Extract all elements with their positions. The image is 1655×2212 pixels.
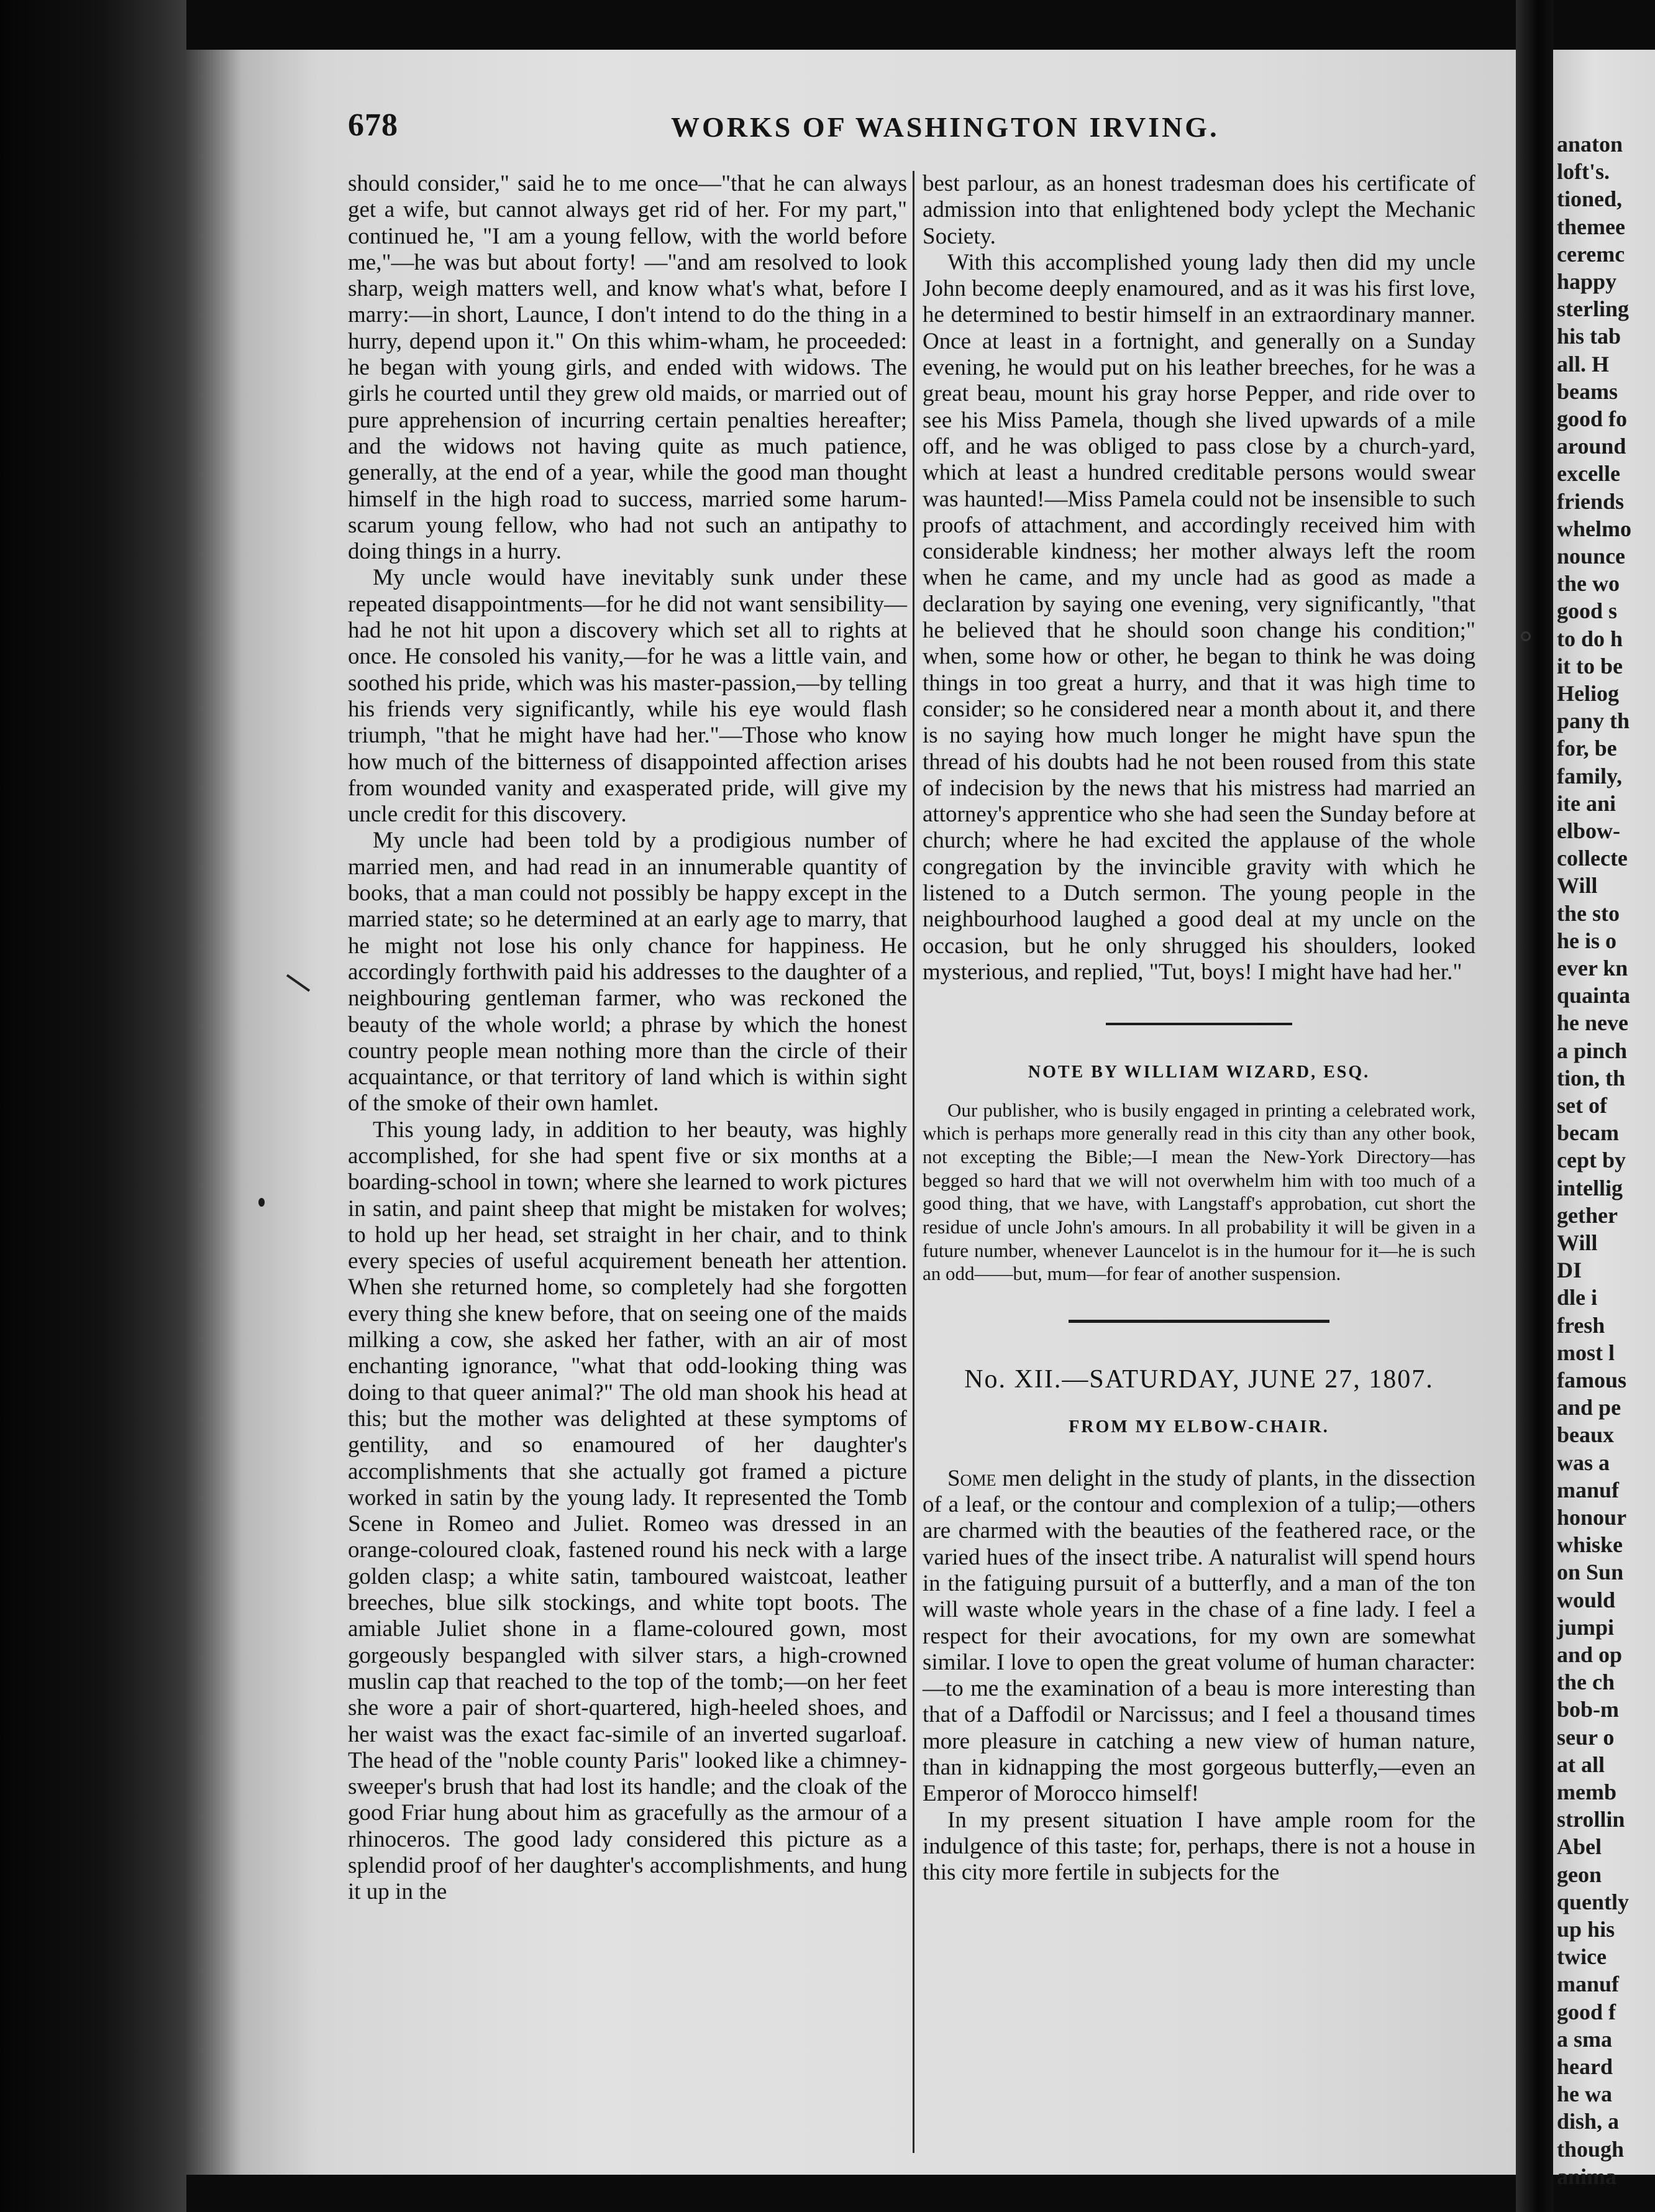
adjacent-page-fragment: nounce — [1557, 544, 1626, 569]
adjacent-page-fragment: manuf — [1557, 1972, 1620, 1997]
adjacent-page-fragment: sterling — [1557, 296, 1629, 322]
adjacent-page-fragment: quently — [1557, 1889, 1630, 1914]
left-column — [348, 171, 907, 1906]
adjacent-page-fragment: manuf — [1557, 1477, 1620, 1502]
adjacent-page-fragment: pany th — [1557, 708, 1630, 734]
adjacent-page-fragment: themee — [1557, 214, 1625, 239]
adjacent-page-fragment: Will — [1557, 873, 1598, 898]
adjacent-page-fragment: the ch — [1557, 1670, 1615, 1695]
adjacent-page-fragment: the wo — [1557, 571, 1620, 596]
adjacent-page-fragment: gether — [1557, 1202, 1618, 1228]
adjacent-page-fragment: jumpi — [1557, 1614, 1615, 1640]
adjacent-page-fragment: would — [1557, 1587, 1616, 1612]
adjacent-page-fragment: beaux — [1557, 1422, 1615, 1448]
adjacent-page-fragment: a sma — [1557, 2026, 1612, 2052]
adjacent-page-fragment: ceremc — [1557, 241, 1625, 267]
adjacent-page-fragment: quainta — [1557, 983, 1631, 1008]
section-divider-long — [1069, 1320, 1329, 1323]
adjacent-page-fragment: at all — [1557, 1752, 1605, 1777]
adjacent-page-fragment: famous — [1557, 1368, 1627, 1392]
adjacent-page-fragment: was a — [1557, 1450, 1610, 1475]
adjacent-page-fragment: twice — [1557, 1944, 1607, 1970]
adjacent-page-fragment: good fo — [1557, 406, 1628, 431]
adjacent-page-fragment: a pinch — [1557, 1038, 1628, 1063]
adjacent-page-fragment: on Sun — [1557, 1560, 1624, 1585]
adjacent-page-fragment: tion, th — [1557, 1065, 1626, 1090]
note-text: Our publisher, who is busily engaged in printing a celebrated work, which is perhaps more generally read in this city than any other book, not excepting the Bible;—I mean the New-York Directory—has begged so hard that we will not overwhelm him with too much of a good thing, that we have, with Langstaff's approbation, cut short the residue of uncle John's amours. In all probability it will be given in a future number, whenever Launcelot is in the humour for it—he is such an odd——but, mum—for fear of another suspension. — [923, 1099, 1475, 1285]
scan-binding-shadow — [0, 0, 186, 2212]
adjacent-page-fragment: Will — [1557, 1230, 1598, 1255]
adjacent-page-fragment: beams — [1557, 378, 1618, 404]
adjacent-page-fragment: Heliog — [1557, 681, 1619, 706]
adjacent-page-fragment: collecte — [1557, 846, 1628, 871]
left-paragraph-2: My uncle would have inevitably sunk under these repeated disappointments—for he did not want sensibility—had he not hit upon a discovery which set all to rights at once. He consoled his vanity,—for he was a little vain, and soothed his pride, which was his master-passion,—by telling his friends very significantly, while his eye would flash triumph, "that he might have had her."—Those who know how much of the bitterness of disappointed affection arises from wounded vanity and exasperated pride, will give my uncle credit for this discovery. — [348, 565, 907, 828]
adjacent-page-fragment: whelmo — [1557, 516, 1631, 541]
adjacent-page-fragment: tioned, — [1557, 186, 1623, 212]
right-paragraph-1: best parlour, as an honest tradesman does his certificate of admission into that enlightened body yclept the Mechanic Society. — [923, 171, 1475, 249]
adjacent-page-fragment: for, be — [1557, 736, 1617, 761]
adjacent-page-fragment: excelle — [1557, 461, 1620, 487]
adjacent-page-fragment: bob-m — [1557, 1697, 1620, 1722]
adjacent-page-fragment: intellig — [1557, 1175, 1623, 1200]
adjacent-page-fragment: heard — [1557, 2054, 1613, 2079]
adjacent-page-fragment: strollin — [1557, 1807, 1625, 1832]
adjacent-page-fragment: seur o — [1557, 1724, 1615, 1750]
adjacent-page-fragment: all. H — [1557, 351, 1610, 377]
adjacent-page-fragment: happy — [1557, 269, 1617, 294]
adjacent-page-fragment: elbow- — [1557, 818, 1620, 843]
note-heading: NOTE BY WILLIAM WIZARD, ESQ. — [1028, 1063, 1370, 1082]
adjacent-page-fragment: and op — [1557, 1642, 1623, 1667]
adjacent-page-fragment: friends — [1557, 488, 1624, 514]
adjacent-page-fragment: it to be — [1557, 653, 1623, 679]
adjacent-page-fragment: memb — [1557, 1780, 1616, 1804]
adjacent-page-fragment: his tab — [1557, 324, 1621, 349]
essay-paragraph-1-text: men delight in the study of plants, in the dissection of a leaf, or the contour and complexion of a tulip;—others are charmed with the beauties of the feathered race, or the varied hues of the insect tribe. A naturalist will spend hours in the fatiguing pursuit of a butterfly, and a man of the ton will waste whole years in the chase of a fine lady. I feel a respect for their avocations, for my own are somewhat similar. I love to open the great volume of human character:—to me the examination of a beau is more interesting than that of a Daffodil or Narcissus; and I feel a thousand times more pleasure in catching a new view of human nature, than in kidnapping the most gorgeous butterfly,—even an Emperor of Morocco himself! — [923, 1465, 1475, 1807]
adjacent-page-fragment: around — [1557, 434, 1626, 459]
adjacent-page-fragment: dish, a — [1557, 2109, 1620, 2134]
number-heading: No. XII.—SATURDAY, JUNE 27, 1807. — [964, 1365, 1434, 1394]
adjacent-page-fragment: cept by — [1557, 1148, 1626, 1173]
right-paragraph-2: With this accomplished young lady then did my uncle John become deeply enamoured, and as it was his first love, he determined to bestir himself in an extraordinary manner. Once at least in a fortnight, and generally on a Sunday evening, he would put on his leather breeches, for he was a great beau, mount his gray horse Pepper, and ride over to see his Miss Pamela, though she lived upwards of a mile off, and he was obliged to pass close by a church-yard, which at least a hundred creditable persons would swear was haunted!—Miss Pamela could not be insensible to such proofs of attachment, and accordingly received him with considerable kindness; her mother always left the room when he came, and my uncle had as good as made a declaration by saying one evening, very significantly, "that he believed that he should soon change his condition;" when, some how or other, he began to think he was doing things in too great a hurry, and that it was high time to consider; so he considered near a month about it, and there is no saying how much longer he might have spun the thread of his doubts had he not been roused from this state of indecision by the news that his mistress had married an attorney's apprentice who she had seen the Sunday before at church; where he had excited the applause of the whole congregation by the invincible gravity with which he listened to a Dutch sermon. The young people in the neighbourhood laughed a good deal at my uncle on the occasion, but he only shrugged his shoulders, looked mysterious, and replied, "Tut, boys! I might have had her." — [923, 249, 1475, 985]
adjacent-page-fragment: though — [1557, 2136, 1625, 2162]
adjacent-page-fragment: whiske — [1557, 1532, 1623, 1558]
right-column — [923, 171, 1475, 1886]
adjacent-page-fragment: becam — [1557, 1120, 1619, 1146]
page-number: 678 — [348, 107, 398, 143]
adjacent-page-fragment: good s — [1557, 598, 1618, 624]
adjacent-page-fragment: most l — [1557, 1340, 1615, 1365]
adjacent-page-fragment: DI — [1557, 1258, 1582, 1283]
page-header — [348, 107, 1510, 150]
column-divider — [913, 171, 914, 2153]
left-paragraph-1: should consider," said he to me once—"that he can always get a wife, but cannot always get rid of her. For my part," continued he, "I am a young fellow, with the world before me,"—he was but about forty! —"and am resolved to look sharp, weigh matters well, and know what's what, before I marry:—in short, Launce, I don't intend to do the thing in a hurry, depend upon it." On this whim-wham, he proceeded: he began with young girls, and ended with widows. The girls he courted until they grew old maids, or married out of pure apprehension of incurring certain penalties hereafter; and the widows not having quite as much patience, generally, at the end of a year, while the good man thought himself in the high road to success, married some harum-scarum young fellow, who had not such an antipathy to doing things in a hurry. — [348, 171, 907, 565]
adjacent-page-fragment: loft's. — [1557, 159, 1610, 185]
adjacent-page — [1553, 50, 1655, 2189]
adjacent-page-fragment: to do h — [1557, 626, 1623, 651]
adjacent-page-fragment: anima — [1557, 2164, 1617, 2189]
adjacent-page-fragment: set of — [1557, 1093, 1607, 1118]
adjacent-page-fragment: up his — [1557, 1917, 1615, 1942]
adjacent-page-fragment: Abel — [1557, 1834, 1602, 1860]
adjacent-page-fragment: he wa — [1557, 2082, 1612, 2107]
adjacent-page-fragment: family, — [1557, 763, 1622, 788]
adjacent-page-fragment: ite ani — [1557, 790, 1616, 816]
gutter-ring — [1521, 631, 1531, 641]
book-gutter — [1516, 0, 1553, 2212]
adjacent-page-fragment: honour — [1557, 1505, 1627, 1530]
adjacent-page-fragment: he is o — [1557, 928, 1617, 953]
essay-paragraph-1 — [923, 1466, 1475, 1808]
adjacent-page-fragment: good f — [1557, 1999, 1616, 2024]
adjacent-page-fragment: geon — [1557, 1862, 1602, 1887]
margin-dot — [258, 1198, 265, 1207]
adjacent-page-fragment: the sto — [1557, 900, 1620, 926]
essay-paragraph-2: In my present situation I have ample room for the indulgence of this taste; for, perhaps, there is not a house in this city more fertile in subjects for the — [923, 1807, 1475, 1886]
essay-first-word: Some — [947, 1465, 996, 1491]
adjacent-page-fragment: fresh — [1557, 1312, 1605, 1338]
adjacent-page-fragment: anaton — [1557, 132, 1623, 157]
adjacent-page-fragment: and pe — [1557, 1395, 1621, 1420]
page-edge-shadow — [186, 50, 242, 2175]
section-divider — [1106, 1023, 1292, 1025]
left-paragraph-4: This young lady, in addition to her beauty, was highly accomplished, for she had spent five or six months at a boarding-school in town; where she learned to work pictures in satin, and paint sheep that might be mistaken for wolves; to hold up her head, set straight in her chair, and to think every species of useful acquirement beneath her attention. When she returned home, so completely had she forgotten every thing she knew before, that on seeing one of the maids milking a cow, she asked her father, with an air of most enchanting ignorance, "what that odd-looking thing was doing to that queer animal?" The old man shook his head at this; but the mother was delighted at these symptoms of gentility, and so enamoured of her daughter's accomplishments that she actually got framed a picture worked in satin by the young lady. It represented the Tomb Scene in Romeo and Juliet. Romeo was dressed in an orange-coloured cloak, fastened round his neck with a large golden clasp; a white satin, tamboured waistcoat, leather breeches, blue silk stockings, and white topt boots. The amiable Juliet shone in a flame-coloured gown, most gorgeously bespangled with silver stars, a high-crowned muslin cap that reached to the top of the tomb;—on her feet she wore a pair of short-quartered, high-heeled shoes, and her waist was the exact fac-simile of an inverted sugarloaf. The head of the "noble county Paris" looked like a chimney-sweeper's brush that had lost its handle; and the cloak of the good Friar hung about him as gracefully as the armour of a rhinoceros. The good lady considered this picture as a splendid proof of her daughter's accomplishments, and hung it up in the — [348, 1117, 907, 1905]
adjacent-page-fragment: ever kn — [1557, 956, 1628, 980]
adjacent-page-fragment: dle i — [1557, 1285, 1598, 1310]
running-title: WORKS OF WASHINGTON IRVING. — [671, 111, 1220, 143]
adjacent-page-fragment: he neve — [1557, 1010, 1628, 1036]
left-paragraph-3: My uncle had been told by a prodigious number of married men, and had read in an innumerable quantity of books, that a man could not possibly be happy except in the married state; so he determined at an early age to marry, that he might not lose his only chance for happiness. He accordingly forthwith paid his addresses to the daughter of a neighbouring gentleman farmer, who was reckoned the beauty of the whole world; a phrase by which the honest country people mean nothing more than the circle of their acquaintance, or that territory of land which is within sight of the smoke of their own hamlet. — [348, 828, 907, 1117]
sub-heading: FROM MY ELBOW-CHAIR. — [1069, 1417, 1329, 1437]
